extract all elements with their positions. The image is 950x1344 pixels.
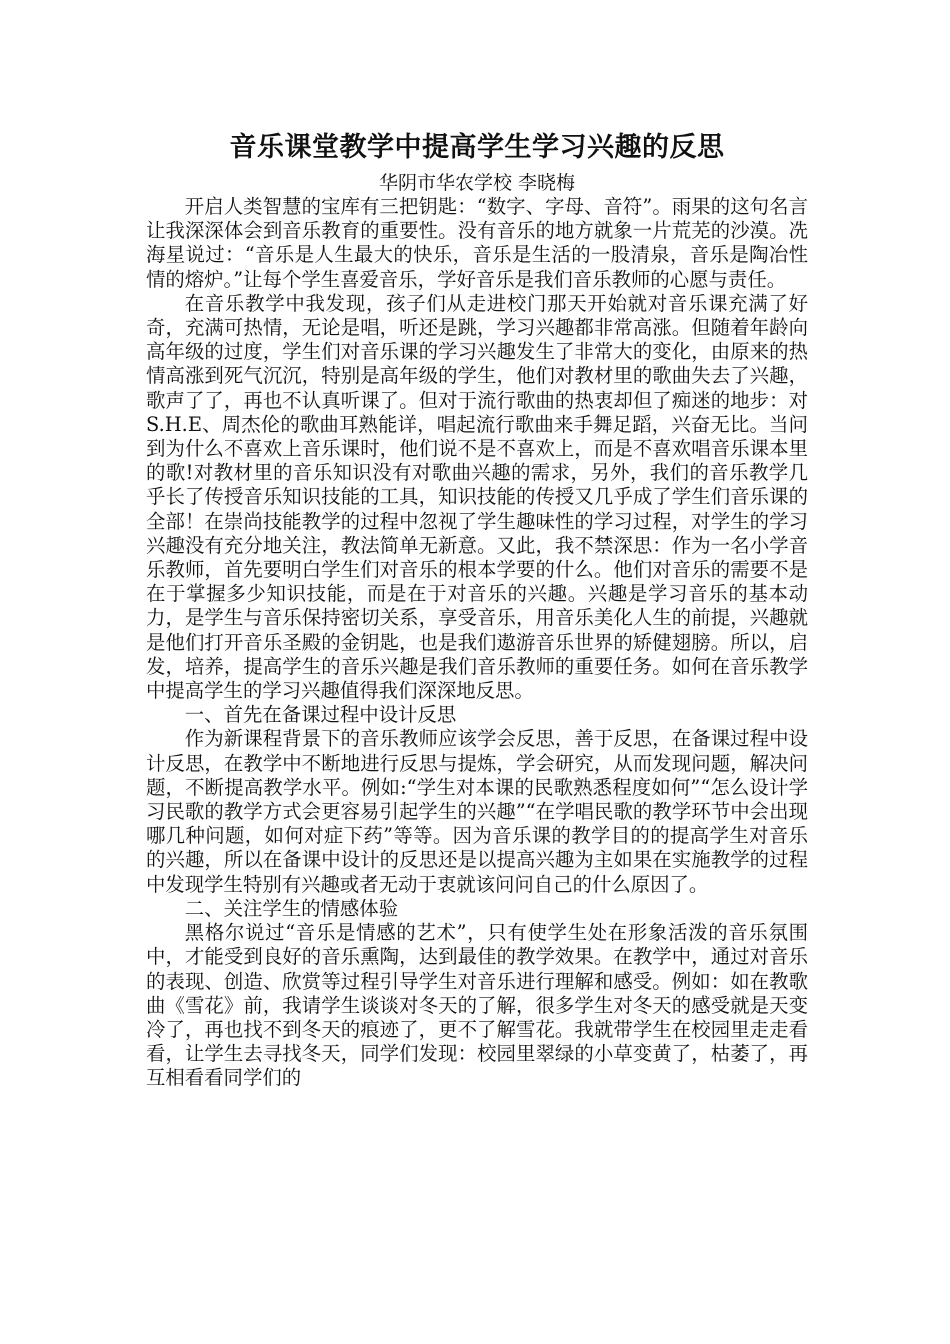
author-line: 华阴市华农学校 李晓梅 [378,172,576,194]
intro-paragraph: 开启人类智慧的宝库有三把钥匙：“数字、字母、音符”。雨果的这句名言让我深深体会到音乐教育的重要性。没有音乐的地方就象一片荒芜的沙漠。冼海星说过：“音乐是人生最大的快乐，音乐是生活的一股清泉，音乐是陶冶性情的熔炉。”让每个学生喜爱音乐，学好音乐是我们音乐教师的心愿与责任。 [146,195,808,291]
section-heading-2: 二、关注学生的情感体验 [184,896,399,920]
document-title: 音乐课堂教学中提高学生学习兴趣的反思 [229,132,725,163]
document-page [146,128,808,1091]
section-1-paragraph: 作为新课程背景下的音乐教师应该学会反思，善于反思，在备课过程中设计反思，在教学中不断地进行反思与提炼，学会研究，从而发现问题，解决问题，不断提高教学水平。例如:“学生对本课的民歌熟悉程度如何”“怎么设计学习民歌的教学方式会更容易引起学生的兴趣”“在学唱民歌的教学环节中会出现哪几种问题，如何对症下药”等等。因为音乐课的教学目的的提高学生对音乐的兴趣，所以在备课中设计的反思还是以提高兴趣为主如果在实施教学的过程中发现学生特别有兴趣或者无动于衷就该问问自己的什么原因了。 [146,727,808,896]
section-heading-1: 一、首先在备课过程中设计反思 [184,703,457,727]
body-paragraph: 在音乐教学中我发现，孩子们从走进校门那天开始就对音乐课充满了好奇，充满可热情，无论是唱，听还是跳，学习兴趣都非常高涨。但随着年龄向高年级的过度，学生们对音乐课的学习兴趣发生了非常大的变化，由原来的热情高涨到死气沉沉，特别是高年级的学生，他们对教材里的歌曲失去了兴趣，歌声了了，再也不认真听课了。但对于流行歌曲的热衷却但了痴迷的地步：对 S.H.E、周杰伦的歌曲耳熟能详，唱起流行歌曲来手舞足蹈，兴奋无比。当问到为什么不喜欢上音乐课时，他们说不是不喜欢上，而是不喜欢唱音乐课本里的歌!对教材里的音乐知识没有对歌曲兴趣的需求，另外，我们的音乐教学几乎长了传授音乐知识技能的工具，知识技能的传授又几乎成了学生们音乐课的全部！在崇尚技能教学的过程中忽视了学生趣味性的学习过程，对学生的学习兴趣没有充分地关注，教法简单无新意。又此，我不禁深思：作为一名小学音乐教师，首先要明白学生们对音乐的根本学要的什么。他们对音乐的需要不是在于掌握多少知识技能，而是在于对音乐的兴趣。兴趣是学习音乐的基本动力，是学生与音乐保持密切关系，享受音乐，用音乐美化人生的前提，兴趣就是他们打开音乐圣殿的金钥匙，也是我们遨游音乐世界的矫健翅膀。所以，启发，培养，提高学生的音乐兴趣是我们音乐教师的重要任务。如何在音乐教学中提高学生的学习兴趣值得我们深深地反思。 [146,291,808,703]
section-2-paragraph: 黑格尔说过“音乐是情感的艺术”，只有使学生处在形象活泼的音乐氛围中，才能受到良好的音乐熏陶，达到最佳的教学效果。在教学中，通过对音乐的表现、创造、欣赏等过程引导学生对音乐进行理解和感受。例如：如在教歌曲《雪花》前，我请学生谈谈对冬天的了解，很多学生对冬天的感受就是天变冷了，再也找不到冬天的痕迹了，更不了解雪花。我就带学生在校园里走走看看，让学生去寻找冬天，同学们发现：校园里翠绿的小草变黄了，枯萎了，再互相看看同学们的 [146,921,808,1090]
